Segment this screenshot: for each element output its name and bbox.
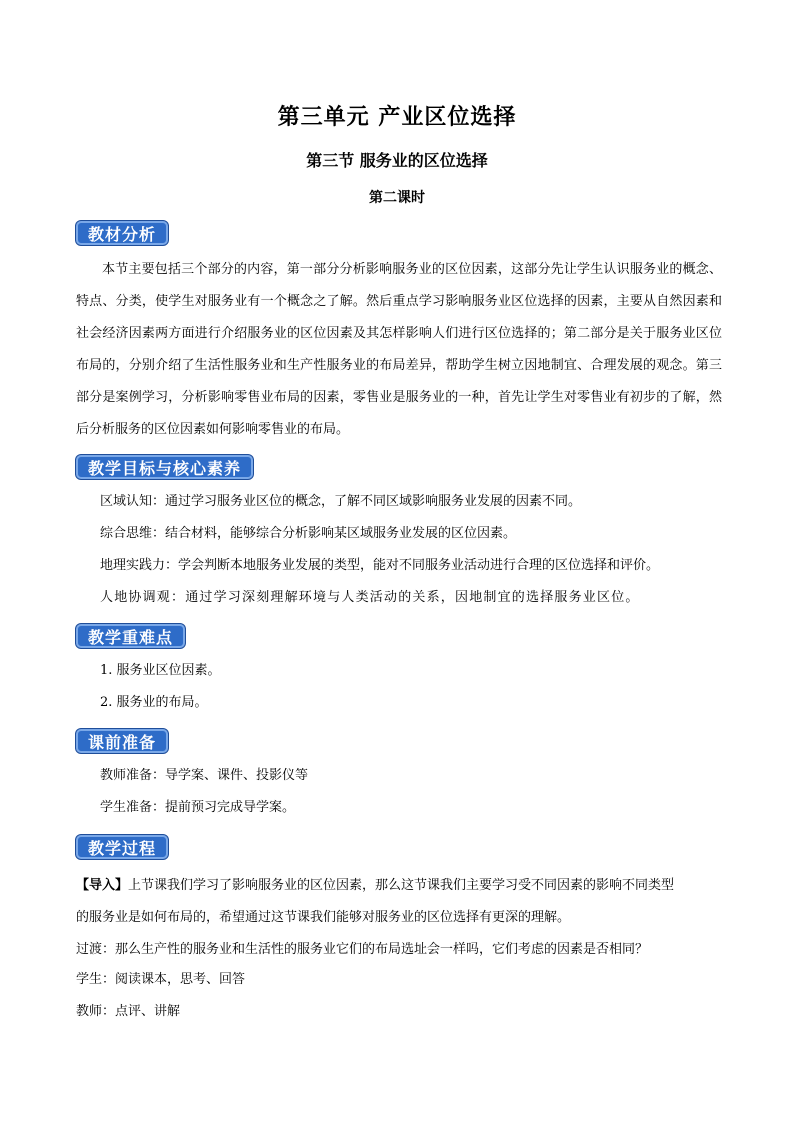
keypoints-heading — [76, 624, 185, 648]
keypoints-heading-label: 教学重难点 — [88, 628, 174, 647]
intro-label: 【导入】 — [76, 878, 129, 893]
goals-heading — [76, 455, 253, 479]
intro-line-2: 的服务业是如何布局的，希望通过这节课我们能够对服务业的区位选择有更深的理解。 — [76, 910, 571, 925]
prep-item: 教师准备：导学案、课件、投影仪等 — [100, 768, 309, 783]
lesson-title: 第二课时 — [369, 190, 425, 206]
section-title: 第三节 服务业的区位选择 — [306, 151, 488, 170]
intro-line — [76, 876, 674, 896]
goal-item: 区域认知：通过学习服务业区位的概念，了解不同区域影响服务业发展的因素不同。 — [100, 494, 582, 509]
goal-item: 地理实践力：学会判断本地服务业发展的类型，能对不同服务业活动进行合理的区位选择和评价。 — [100, 558, 660, 573]
goals-heading-label: 教学目标与核心素养 — [88, 459, 242, 478]
keypoint-item: 2. 服务业的布局。 — [100, 695, 208, 710]
student-line: 学生：阅读课本，思考、回答 — [76, 972, 246, 987]
analysis-heading — [76, 221, 168, 245]
prep-heading — [76, 729, 168, 753]
analysis-paragraph: 本节主要包括三个部分的内容，第一部分分析影响服务业的区位因素，这部分先让学生认识服务业的概念、特点、分类，使学生对服务业有一个概念之了解。然后重点学习影响服务业区位选择的因素，主要从自然因素和社会经济因素两方面进行介绍服务业的区位因素及其怎样影响人们进行区位选择的；第二部分是关于服务业区位布局的，分别介绍了生活性服务业和生产性服务业的布局差异，帮助学生树立因地制宜、合理发展的观念。第三部分是案例学习，分析影响零售业布局的因素，零售业是服务业的一种，首先让学生对零售业有初步的了解，然后分析服务的区位因素如何影响零售业的布局。 — [76, 262, 722, 437]
process-heading-label: 教学过程 — [88, 839, 157, 858]
goal-item: 综合思维：结合材料，能够综合分析影响某区域服务业发展的区位因素。 — [100, 526, 517, 541]
keypoint-item: 1. 服务业区位因素。 — [100, 663, 221, 678]
process-heading — [76, 835, 168, 859]
teacher-line: 教师：点评、讲解 — [76, 1004, 181, 1019]
prep-heading-label: 课前准备 — [88, 733, 157, 752]
goal-item: 人地协调观：通过学习深刻理解环境与人类活动的关系，因地制宜的选择服务业区位。 — [100, 590, 640, 605]
analysis-heading-label: 教材分析 — [88, 225, 157, 244]
prep-item: 学生准备：提前预习完成导学案。 — [100, 800, 296, 815]
transition-line: 过渡：那么生产性的服务业和生活性的服务业它们的布局选址会一样吗，它们考虑的因素是否相同？ — [76, 942, 649, 957]
intro-text: 上节课我们学习了影响服务业的区位因素，那么这节课我们主要学习受不同因素的影响不同类型 — [128, 878, 675, 893]
unit-title: 第三单元 产业区位选择 — [277, 104, 517, 130]
